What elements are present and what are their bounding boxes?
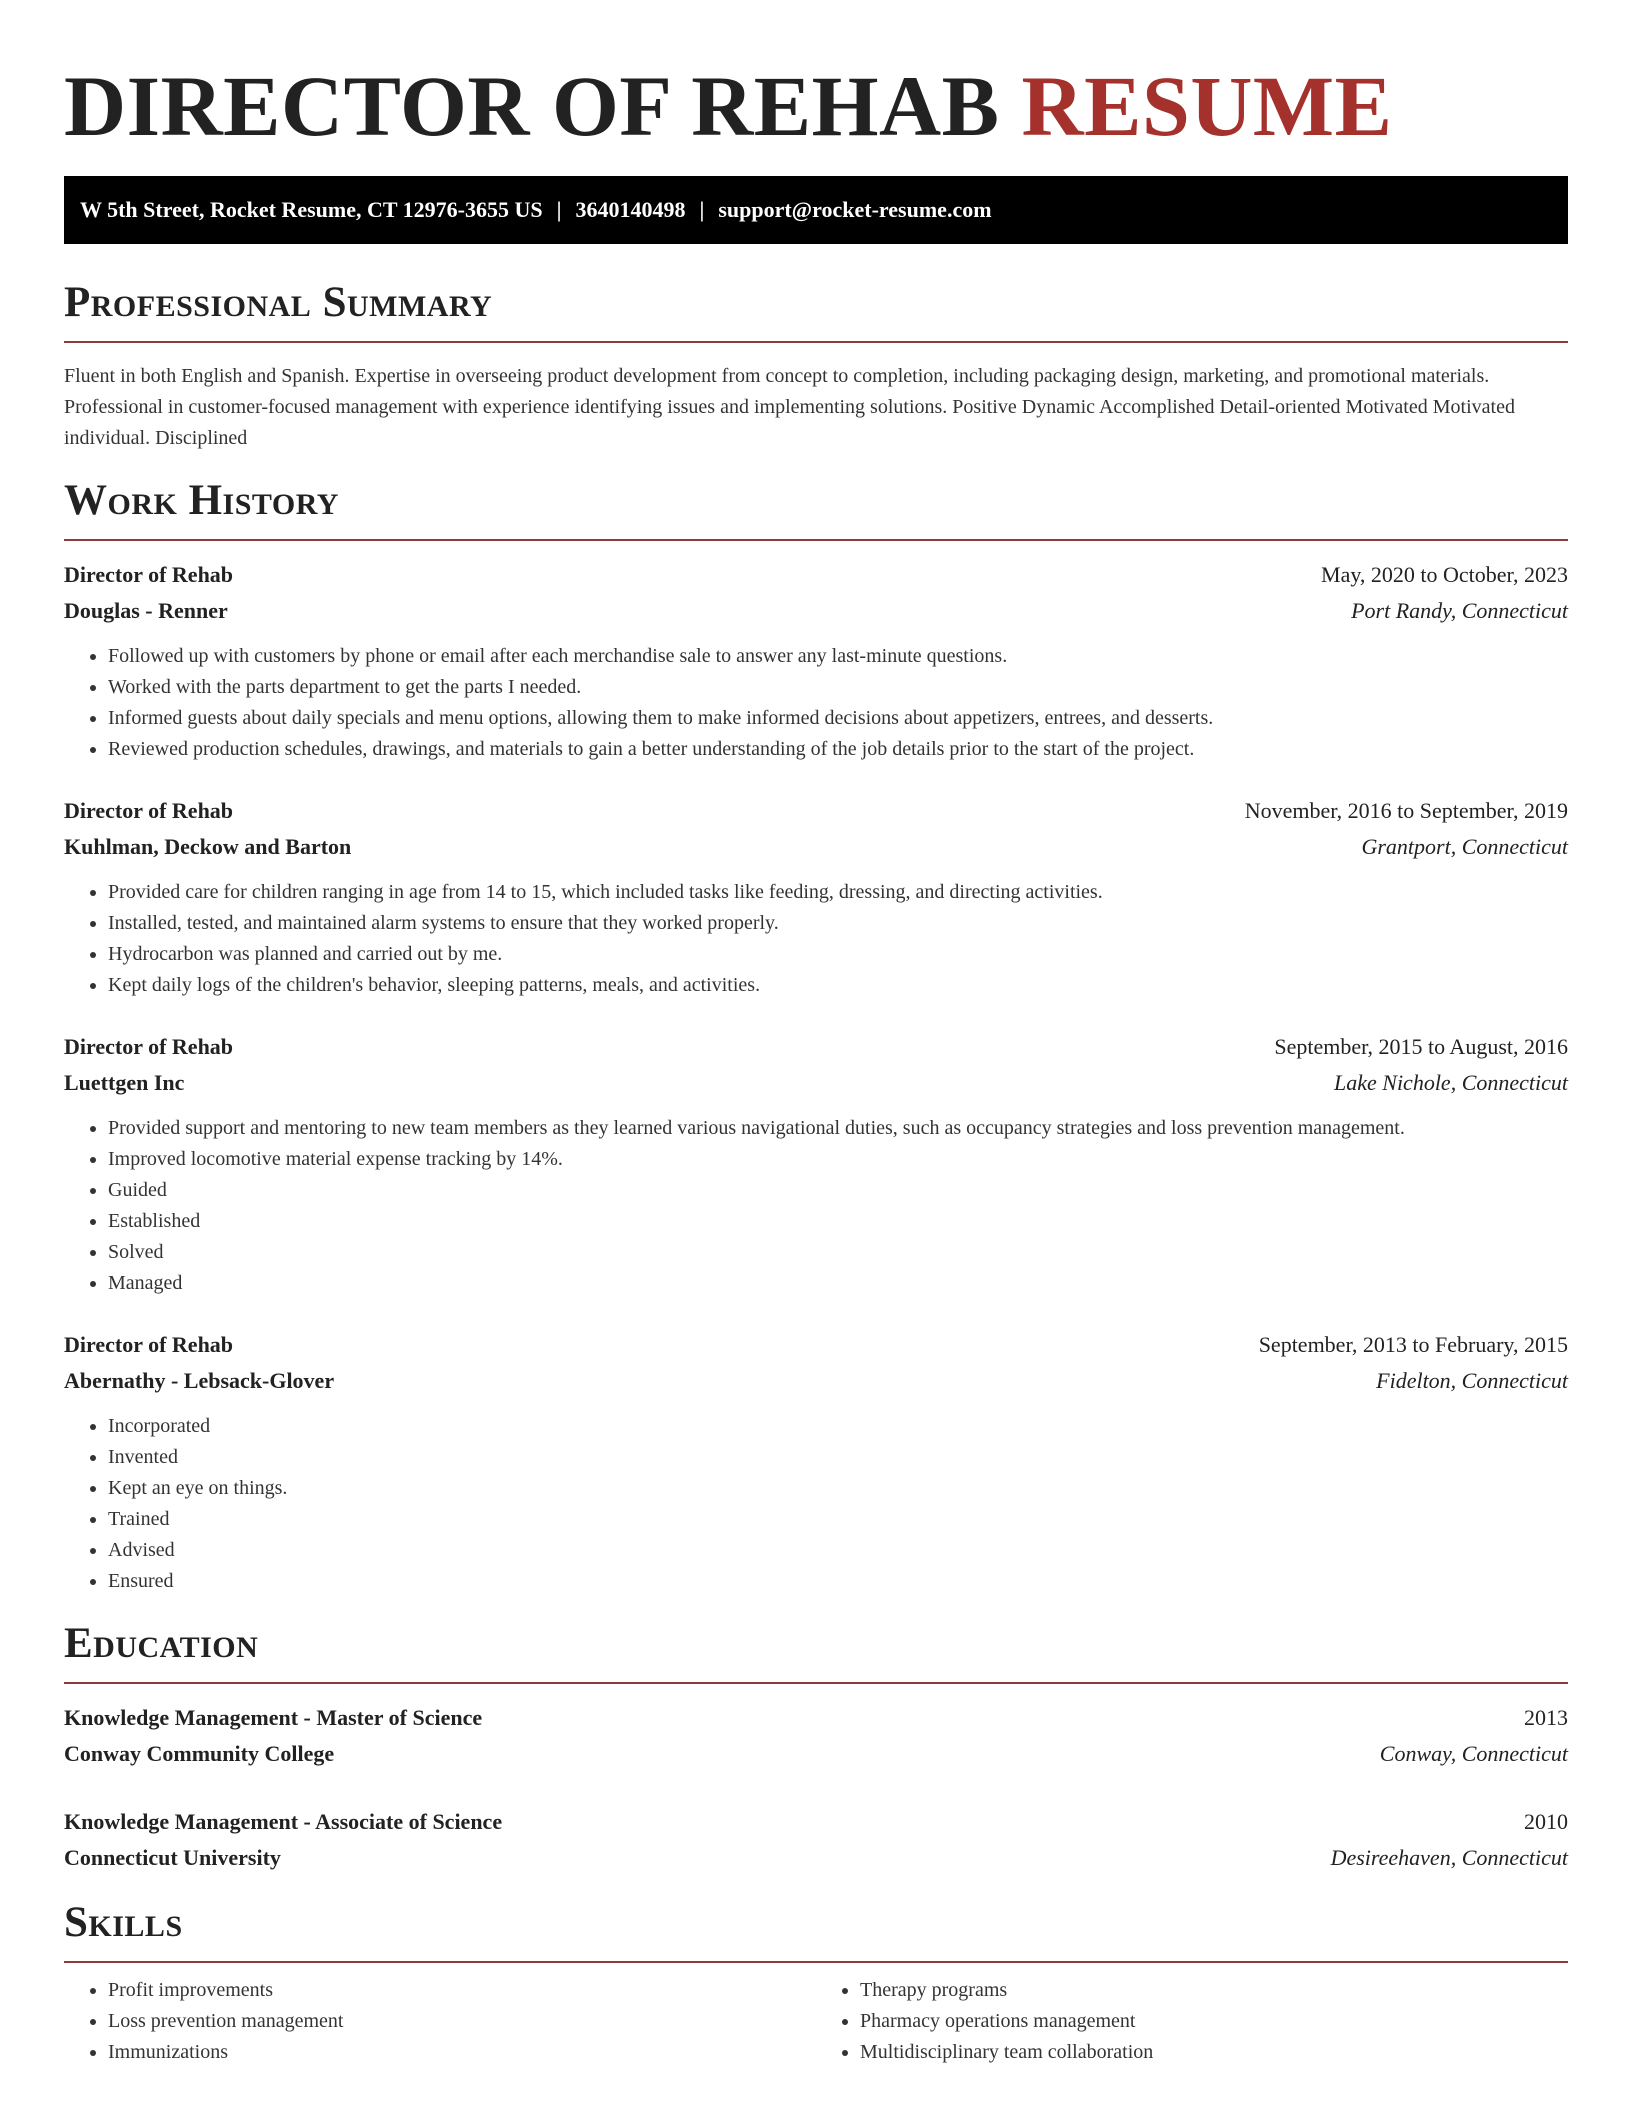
section-divider [64, 1682, 1568, 1684]
job-title: Director of Rehab [64, 1034, 234, 1059]
education-entry [64, 1804, 1568, 1876]
summary-text: Fluent in both English and Spanish. Expertise in overseeing product development from concept to completion, including packaging design, marketing, and promotional materials. Professional in customer-focused management with experience identifying issues and implementing solutions. Positive Dynamic Accomplished Detail-oriented Motivated Motivated individual. Disciplined [64, 365, 1515, 449]
job-dates: September, 2015 to August, 2016 [1274, 1034, 1568, 1059]
list-item: • Reviewed production schedules, drawings, and materials to gain a better understanding of the job details prior to the start of the project. [108, 734, 1568, 765]
job-company-row [64, 1065, 1568, 1101]
skills-list-left [64, 1975, 816, 2068]
list-item: • Invented [108, 1442, 1568, 1473]
job-company-row [64, 1363, 1568, 1399]
contact-bar [64, 176, 1568, 244]
job-location: Fidelton, Connecticut [1376, 1368, 1568, 1393]
job-entry [64, 1327, 1568, 1597]
job-entry [64, 793, 1568, 1001]
education-school-row [64, 1840, 1568, 1876]
job-company: Douglas - Renner [64, 598, 228, 623]
section-title-skills: Skills [64, 1899, 183, 1946]
work-history-section [64, 476, 1568, 1597]
job-title: Director of Rehab [64, 562, 234, 587]
job-header-row [64, 557, 1568, 593]
list-item: • Guided [108, 1175, 1568, 1206]
list-item: • Kept an eye on things. [108, 1473, 1568, 1504]
job-location: Lake Nichole, Connecticut [1334, 1070, 1568, 1095]
skill-item: • Profit improvements [108, 1975, 816, 2006]
section-divider [64, 1961, 1568, 1963]
list-item: • Advised [108, 1535, 1568, 1566]
job-title: Director of Rehab [64, 798, 234, 823]
title-accent: RESUME [1021, 58, 1393, 154]
job-bullets [64, 1411, 1568, 1597]
job-company: Abernathy - Lebsack-Glover [64, 1368, 335, 1393]
list-item: • Established [108, 1206, 1568, 1237]
job-entry [64, 1029, 1568, 1299]
skills-section [64, 1898, 1568, 2068]
list-item: • Kept daily logs of the children's behavior, sleeping patterns, meals, and activities. [108, 970, 1568, 1001]
list-item: • Incorporated [108, 1411, 1568, 1442]
section-title-summary: Professional Summary [64, 279, 493, 326]
list-item: • Trained [108, 1504, 1568, 1535]
job-company: Luettgen Inc [64, 1070, 185, 1095]
education-degree: Knowledge Management - Associate of Science [64, 1809, 503, 1834]
skills-columns [64, 1975, 1568, 2068]
job-bullets [64, 641, 1568, 765]
education-school-row [64, 1736, 1568, 1772]
education-year: 2010 [1524, 1809, 1568, 1834]
job-header-row [64, 1029, 1568, 1065]
list-item: • Informed guests about daily specials and menu options, allowing them to make informed decisions about appetizers, entrees, and desserts. [108, 703, 1568, 734]
list-item: • Worked with the parts department to get the parts I needed. [108, 672, 1568, 703]
list-item: • Provided support and mentoring to new team members as they learned various navigational duties, such as occupancy strategies and loss prevention management. [108, 1113, 1568, 1144]
job-entry [64, 557, 1568, 765]
section-divider [64, 341, 1568, 343]
section-divider [64, 539, 1568, 541]
education-degree-row [64, 1804, 1568, 1840]
section-title-education: Education [64, 1620, 259, 1667]
job-dates: May, 2020 to October, 2023 [1321, 562, 1568, 587]
job-company-row [64, 829, 1568, 865]
list-item: • Solved [108, 1237, 1568, 1268]
skill-item: • Immunizations [108, 2037, 816, 2068]
contact-email[interactable]: support@rocket-resume.com [718, 197, 992, 222]
title-main: DIRECTOR OF REHAB [64, 58, 1000, 154]
list-item: • Hydrocarbon was planned and carried out by me. [108, 939, 1568, 970]
skill-item: • Pharmacy operations management [860, 2006, 1568, 2037]
job-dates: November, 2016 to September, 2019 [1244, 798, 1568, 823]
education-degree: Knowledge Management - Master of Science [64, 1705, 483, 1730]
job-dates: September, 2013 to February, 2015 [1258, 1332, 1568, 1357]
education-location: Desireehaven, Connecticut [1330, 1845, 1568, 1870]
job-company-row [64, 593, 1568, 629]
job-bullets [64, 877, 1568, 1001]
job-bullets [64, 1113, 1568, 1299]
list-item: • Followed up with customers by phone or email after each merchandise sale to answer any last-minute questions. [108, 641, 1568, 672]
education-school: Connecticut University [64, 1845, 281, 1870]
skill-item: • Multidisciplinary team collaboration [860, 2037, 1568, 2068]
job-title: Director of Rehab [64, 1332, 234, 1357]
skill-item: • Therapy programs [860, 1975, 1568, 2006]
education-degree-row [64, 1700, 1568, 1736]
section-title-work-history: Work History [64, 477, 339, 524]
list-item: • Managed [108, 1268, 1568, 1299]
resume-title [64, 56, 1568, 156]
list-item: • Ensured [108, 1566, 1568, 1597]
skill-item: • Loss prevention management [108, 2006, 816, 2037]
job-header-row [64, 1327, 1568, 1363]
education-year: 2013 [1524, 1705, 1568, 1730]
job-header-row [64, 793, 1568, 829]
summary-section [64, 278, 1568, 454]
skills-list-right [816, 1975, 1568, 2068]
list-item: • Provided care for children ranging in age from 14 to 15, which included tasks like feeding, dressing, and directing activities. [108, 877, 1568, 908]
contact-separator: | [699, 197, 705, 222]
education-entry [64, 1700, 1568, 1772]
contact-address: W 5th Street, Rocket Resume, CT 12976-3655 US [80, 197, 543, 222]
resume-page [64, 0, 1568, 2068]
education-section [64, 1619, 1568, 1876]
education-school: Conway Community College [64, 1741, 335, 1766]
list-item: • Installed, tested, and maintained alarm systems to ensure that they worked properly. [108, 908, 1568, 939]
education-location: Conway, Connecticut [1379, 1741, 1568, 1766]
list-item: • Improved locomotive material expense tracking by 14%. [108, 1144, 1568, 1175]
job-location: Grantport, Connecticut [1361, 834, 1568, 859]
job-company: Kuhlman, Deckow and Barton [64, 834, 352, 859]
job-location: Port Randy, Connecticut [1351, 598, 1568, 623]
contact-phone: 3640140498 [575, 197, 686, 222]
contact-separator: | [556, 197, 562, 222]
